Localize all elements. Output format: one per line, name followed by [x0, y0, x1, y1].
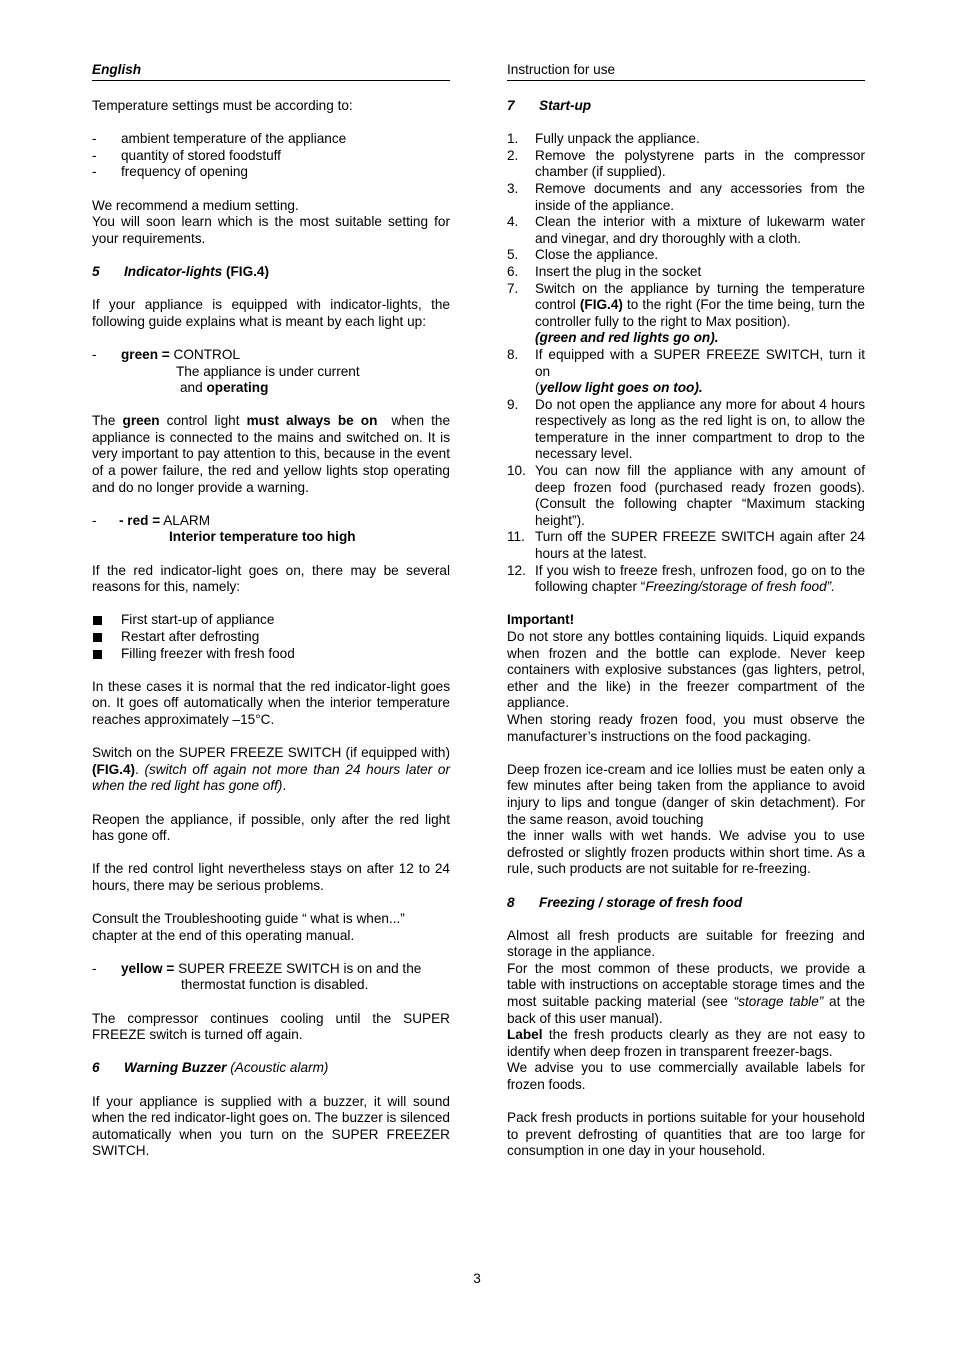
- yellow-label: yellow =: [121, 960, 175, 976]
- section-subtitle: (Acoustic alarm): [230, 1060, 329, 1076]
- red-desc: Interior temperature too high: [169, 529, 356, 545]
- section-title: Warning Buzzer: [124, 1060, 227, 1076]
- storing-paragraph: When storing ready frozen food, you must observe the manufacturer’s instructions on the food packaging.: [507, 711, 865, 744]
- stays-paragraph: If the red control light nevertheless stays on after 12 to 24 hours, there may be serious problems.: [92, 861, 450, 893]
- list-item: 11. Turn off the SUPER FREEZE SWITCH again after 24 hours at the latest.: [507, 529, 865, 562]
- storage-table-paragraph: For the most common of these products, we provide a table with instructions on acceptable storage times and the most suitable packing material (see “storage table” at the back of this user manual).: [507, 960, 866, 1026]
- green-desc-2: and operating: [180, 380, 269, 396]
- section-title: Start-up: [539, 98, 592, 113]
- list-item: - frequency of opening: [92, 164, 450, 181]
- green-light-block: - green = CONTROL The appliance is under current and operating: [92, 347, 450, 397]
- consult-paragraph: Consult the Troubleshooting guide “ what is when...” chapter at the end of this operating manual.: [92, 911, 405, 943]
- green-label: green =: [121, 346, 170, 362]
- list-item: 1. Fully unpack the appliance.: [507, 131, 700, 147]
- language-label: English: [92, 62, 142, 77]
- label-paragraph: Label the fresh products clearly as they are not easy to identify when deep frozen in transparent freezer-bags.: [507, 1027, 865, 1059]
- fresh-paragraph: Almost all fresh products are suitable for freezing and storage in the appliance.: [507, 927, 865, 960]
- yellow-desc: thermostat function is disabled.: [181, 977, 369, 993]
- list-item: 6. Insert the plug in the socket: [507, 263, 702, 279]
- list-item: Filling freezer with fresh food: [92, 646, 450, 663]
- red-intro: If the red indicator-light goes on, there may be several reasons for this, namely:: [92, 562, 450, 595]
- compressor-paragraph: The compressor continues cooling until the SUPER FREEZE switch is turned off again.: [92, 1010, 450, 1043]
- advise-paragraph: We advise you to use commercially available labels for frozen foods.: [507, 1060, 865, 1093]
- list-item: First start-up of appliance: [92, 612, 450, 629]
- red-label: - red =: [119, 512, 161, 528]
- yellow-light-block: - yellow = SUPER FREEZE SWITCH is on and the thermostat function is disabled.: [92, 961, 450, 994]
- list-item: 3. Remove documents and any accessories from the inside of the appliance.: [507, 180, 865, 213]
- indicator-intro: If your appliance is equipped with indicator-lights, the following guide explains what is meant by each light up:: [92, 297, 450, 329]
- reasons-list: [92, 612, 450, 662]
- icecream-paragraph-2: the inner walls with wet hands. We advise you to use defrosted or slightly frozen products within short time. As a rule, such products are not suitable for re-freezing.: [507, 828, 865, 877]
- red-value: ALARM: [163, 512, 211, 528]
- settings-list: [92, 131, 450, 181]
- buzzer-paragraph: If your appliance is supplied with a buzzer, it will sound when the red indicator-light goes on. The buzzer is silenced automatically when you turn on the SUPER FREEZER SWITCH.: [92, 1093, 450, 1159]
- section-title: Freezing / storage of fresh food: [539, 894, 743, 910]
- green-paragraph: The green control light must always be on when the appliance is connected to the mains and switched on. It is very important to pay attention to this, because in the event of a power failure, the red and yellow lights stop operating and do no longer provide a warning.: [92, 413, 451, 495]
- pack-paragraph: Pack fresh products in portions suitable for your household to prevent defrosting of quantities that are too large for consumption in one day in your household.: [507, 1110, 865, 1159]
- red-light-block: - - red = ALARM Interior temperature too high: [92, 513, 450, 546]
- section-7-heading: 7 Start-up: [507, 98, 592, 113]
- section-5-heading: 5 Indicator-lights (FIG.4): [92, 263, 270, 279]
- list-item: - ambient temperature of the appliance: [92, 131, 450, 148]
- important-heading: Important!: [507, 612, 575, 628]
- temperature-intro: Temperature settings must be according to:: [92, 98, 353, 113]
- startup-steps: [507, 131, 865, 596]
- figure-ref: (FIG.4): [225, 263, 270, 279]
- document-title: Instruction for use: [507, 62, 616, 77]
- list-item: Restart after defrosting: [92, 629, 450, 646]
- section-6-heading: 6 Warning Buzzer (Acoustic alarm): [92, 1060, 329, 1076]
- icecream-paragraph: Deep frozen ice-cream and ice lollies must be eaten only a few minutes after being taken from the appliance to avoid injury to lips and tongue (danger of skin detachment). For the same reason, avoid touching: [507, 761, 865, 827]
- list-item: 9. Do not open the appliance any more for about 4 hours respectively as long as the red light is on, to allow the temperature in the inner compartment to drop to the necessary level.: [507, 396, 865, 462]
- bottles-paragraph: Do not store any bottles containing liquids. Liquid expands when frozen and the bottle can explode. Never keep containers with explosive substances (gas lighters, petrol, ether and the like) in the freezer compartment of the appliance.: [507, 629, 865, 711]
- recommend-line: We recommend a medium setting.: [92, 197, 299, 213]
- left-column: [92, 62, 450, 1177]
- header-right: [507, 62, 865, 81]
- list-item: 12. If you wish to freeze fresh, unfrozen food, go on to the following chapter “Freezing/storage of fresh food”.: [507, 562, 865, 595]
- reopen-paragraph: Reopen the appliance, if possible, only after the red light has gone off.: [92, 811, 450, 844]
- recommend-text: You will soon learn which is the most suitable setting for your requirements.: [92, 214, 450, 246]
- page-number: 3: [473, 1271, 481, 1286]
- list-item: 2. Remove the polystyrene parts in the compressor chamber (if supplied).: [507, 147, 865, 180]
- list-item: 8. If equipped with a SUPER FREEZE SWITCH, turn it on (yellow light goes on too).: [507, 346, 865, 396]
- normal-paragraph: In these cases it is normal that the red indicator-light goes on. It goes off automatically when the interior temperature reaches approximately –15°C.: [92, 678, 450, 727]
- list-item: 5. Close the appliance.: [507, 247, 659, 263]
- list-item: 10. You can now fill the appliance with any amount of deep frozen food (purchased ready frozen goods). (Consult the following chapter “Maximum stacking height”).: [507, 463, 865, 528]
- switch-on-paragraph: Switch on the SUPER FREEZE SWITCH (if equipped with) (FIG.4). (switch off again not more than 24 hours later or when the red light has gone off).: [92, 745, 450, 794]
- green-desc: The appliance is under current: [176, 363, 360, 379]
- list-item: 7. Switch on the appliance by turning the temperature control (FIG.4) to the right (For the time being, turn the controller fully to the right to Max position). (green and red lights go on).: [507, 280, 865, 346]
- section-title: Indicator-lights: [124, 263, 223, 279]
- yellow-value: SUPER FREEZE SWITCH is on and the: [178, 960, 422, 976]
- list-item: - quantity of stored foodstuff: [92, 148, 450, 165]
- green-value: CONTROL: [173, 346, 240, 362]
- header-left: [92, 62, 450, 81]
- right-column: [507, 62, 865, 1177]
- list-item: 4. Clean the interior with a mixture of lukewarm water and vinegar, and dry thoroughly with a cloth.: [507, 214, 865, 246]
- section-8-heading: 8 Freezing / storage of fresh food: [507, 894, 743, 910]
